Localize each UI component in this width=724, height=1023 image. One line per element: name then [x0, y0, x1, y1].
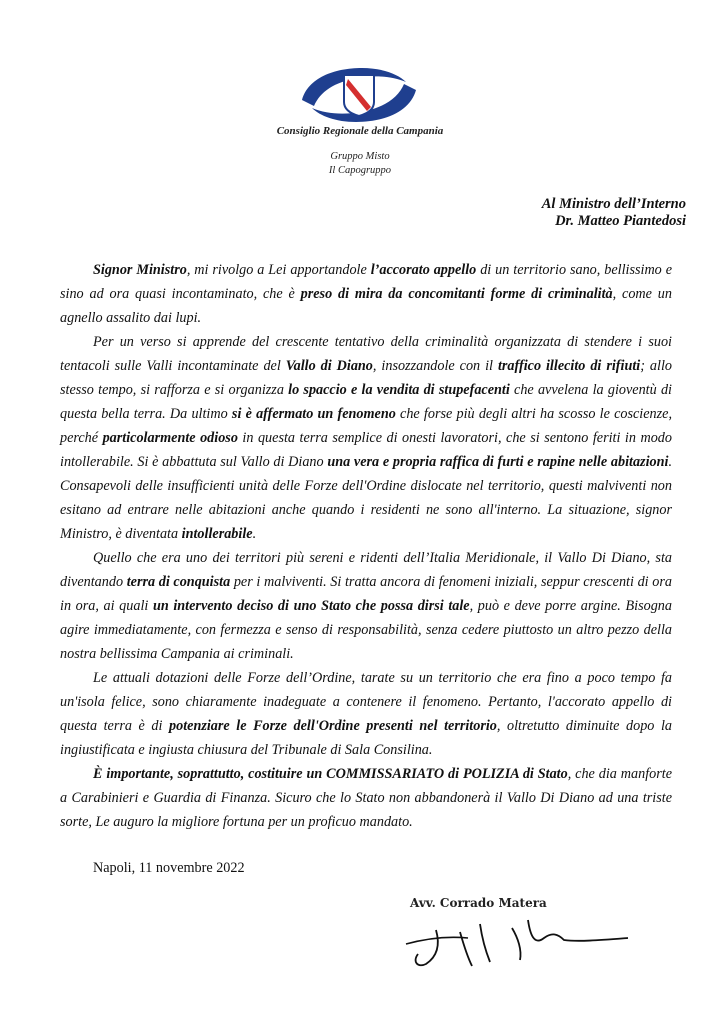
- bold-text-run: intollerabile: [181, 526, 253, 542]
- text-run: per i malviventi. Si tratta ancora di fenomeni iniziali, seppur crescenti di ora in ora, ai quali: [60, 574, 672, 614]
- bold-text-run: potenziare le Forze dell'Ordine presenti nel territorio: [169, 718, 497, 734]
- council-logo: [300, 66, 418, 124]
- letter-body: [60, 258, 672, 834]
- group-name: Gruppo Misto: [330, 151, 390, 162]
- body-paragraph: [60, 762, 672, 834]
- text-run: ; allo stesso tempo, si rafforza e si organizza: [60, 358, 673, 398]
- bold-text-run: l’accorato appello: [370, 262, 477, 278]
- text-run: in questa terra semplice di onesti lavoratori, che si sentono feriti in modo intollerabile. Si è abbattuta sul Vallo di Diano: [60, 430, 672, 470]
- bold-text-run: traffico illecito di rifiuti: [497, 358, 641, 374]
- text-run: di un territorio sano, bellissimo e sino ad ora quasi incontaminato, che è: [60, 262, 672, 302]
- bold-text-run: particolarmente odioso: [102, 430, 238, 446]
- text-run: , che dia manforte a Carabinieri e Guardia di Finanza. Sicuro che lo Stato non abbandonerà il Vallo Di Diano ad una triste sorte, Le auguro la migliore fortuna per un proficuo mandato.: [60, 766, 672, 830]
- bold-text-run: terra di conquista: [126, 574, 231, 590]
- body-paragraph: [60, 330, 672, 546]
- body-paragraph: [60, 258, 672, 330]
- bold-text-run: preso di mira da concomitanti forme di criminalità: [300, 286, 613, 302]
- bold-text-run: Vallo di Diano: [285, 358, 373, 374]
- body-paragraph: [60, 546, 672, 666]
- bold-text-run: lo spaccio e la vendita di stupefacenti: [288, 382, 510, 398]
- group-role: Il Capogruppo: [328, 165, 392, 176]
- bold-text-run: Signor Ministro: [93, 262, 187, 278]
- text-run: . Consapevoli delle insufficienti unità delle Forze dell'Ordine dislocate nel territorio, questi malviventi non esitano ad entrare nelle abitazioni anche quando i residenti ne sono all'interno. La situazione, signor Ministro, è diventata: [60, 454, 672, 542]
- text-run: , oltretutto diminuite dopo la ingiustificata e ingiusta chiusura del Tribunale di Sala Consilina.: [60, 718, 672, 758]
- signatory-name: Avv. Corrado Matera: [410, 896, 547, 910]
- text-run: , come un agnello assalito dai lupi.: [60, 286, 672, 326]
- text-run: che avvelena la gioventù di questa bella terra. Da ultimo: [60, 382, 672, 422]
- text-run: .: [252, 526, 257, 542]
- text-run: che forse più degli altri ha scosso le coscienze, perché: [60, 406, 672, 446]
- group-info: [150, 150, 570, 178]
- body-paragraph: [60, 666, 672, 762]
- text-run: , insozzandole con il: [372, 358, 498, 374]
- text-run: , mi rivolgo a Lei apportandole: [186, 262, 371, 278]
- council-name: Consiglio Regionale della Campania: [276, 125, 444, 137]
- text-run: Le attuali dotazioni delle Forze dell’Ordine, tarate su un territorio che era fino a poco tempo fa un'isola felice, sono chiaramente inadeguate a contenere il fenomeno. Pertanto, l'accorato appello di questa terra è di: [60, 670, 672, 734]
- addressee-line-1: Al Ministro dell’Interno: [541, 196, 686, 212]
- addressee-line-2: Dr. Matteo Piantedosi: [555, 213, 686, 229]
- text-run: Quello che era uno dei territori più sereni e ridenti dell’Italia Meridionale, il Vallo Di Diano, sta diventando: [60, 550, 672, 590]
- bold-text-run: un intervento deciso di uno Stato che possa dirsi tale: [152, 598, 470, 614]
- addressee: [542, 196, 686, 230]
- letter-date: Napoli, 11 novembre 2022: [93, 860, 245, 876]
- bold-text-run: si è affermato un fenomeno: [231, 406, 396, 422]
- text-run: , può e deve porre argine. Bisogna agire immediatamente, con fermezza e senso di responsabilità, senza cedere piuttosto un altro pezzo della nostra bellissima Campania ai criminali.: [60, 598, 672, 662]
- signature-block: [388, 888, 650, 976]
- text-run: Per un verso si apprende del crescente tentativo della criminalità organizzata di stendere i suoi tentacoli sulle Valli incontaminate del: [60, 334, 672, 374]
- bold-text-run: È importante, soprattutto, costituire un COMMISSARIATO di POLIZIA di Stato: [93, 766, 568, 782]
- bold-text-run: una vera e propria raffica di furti e rapine nelle abitazioni: [327, 454, 669, 470]
